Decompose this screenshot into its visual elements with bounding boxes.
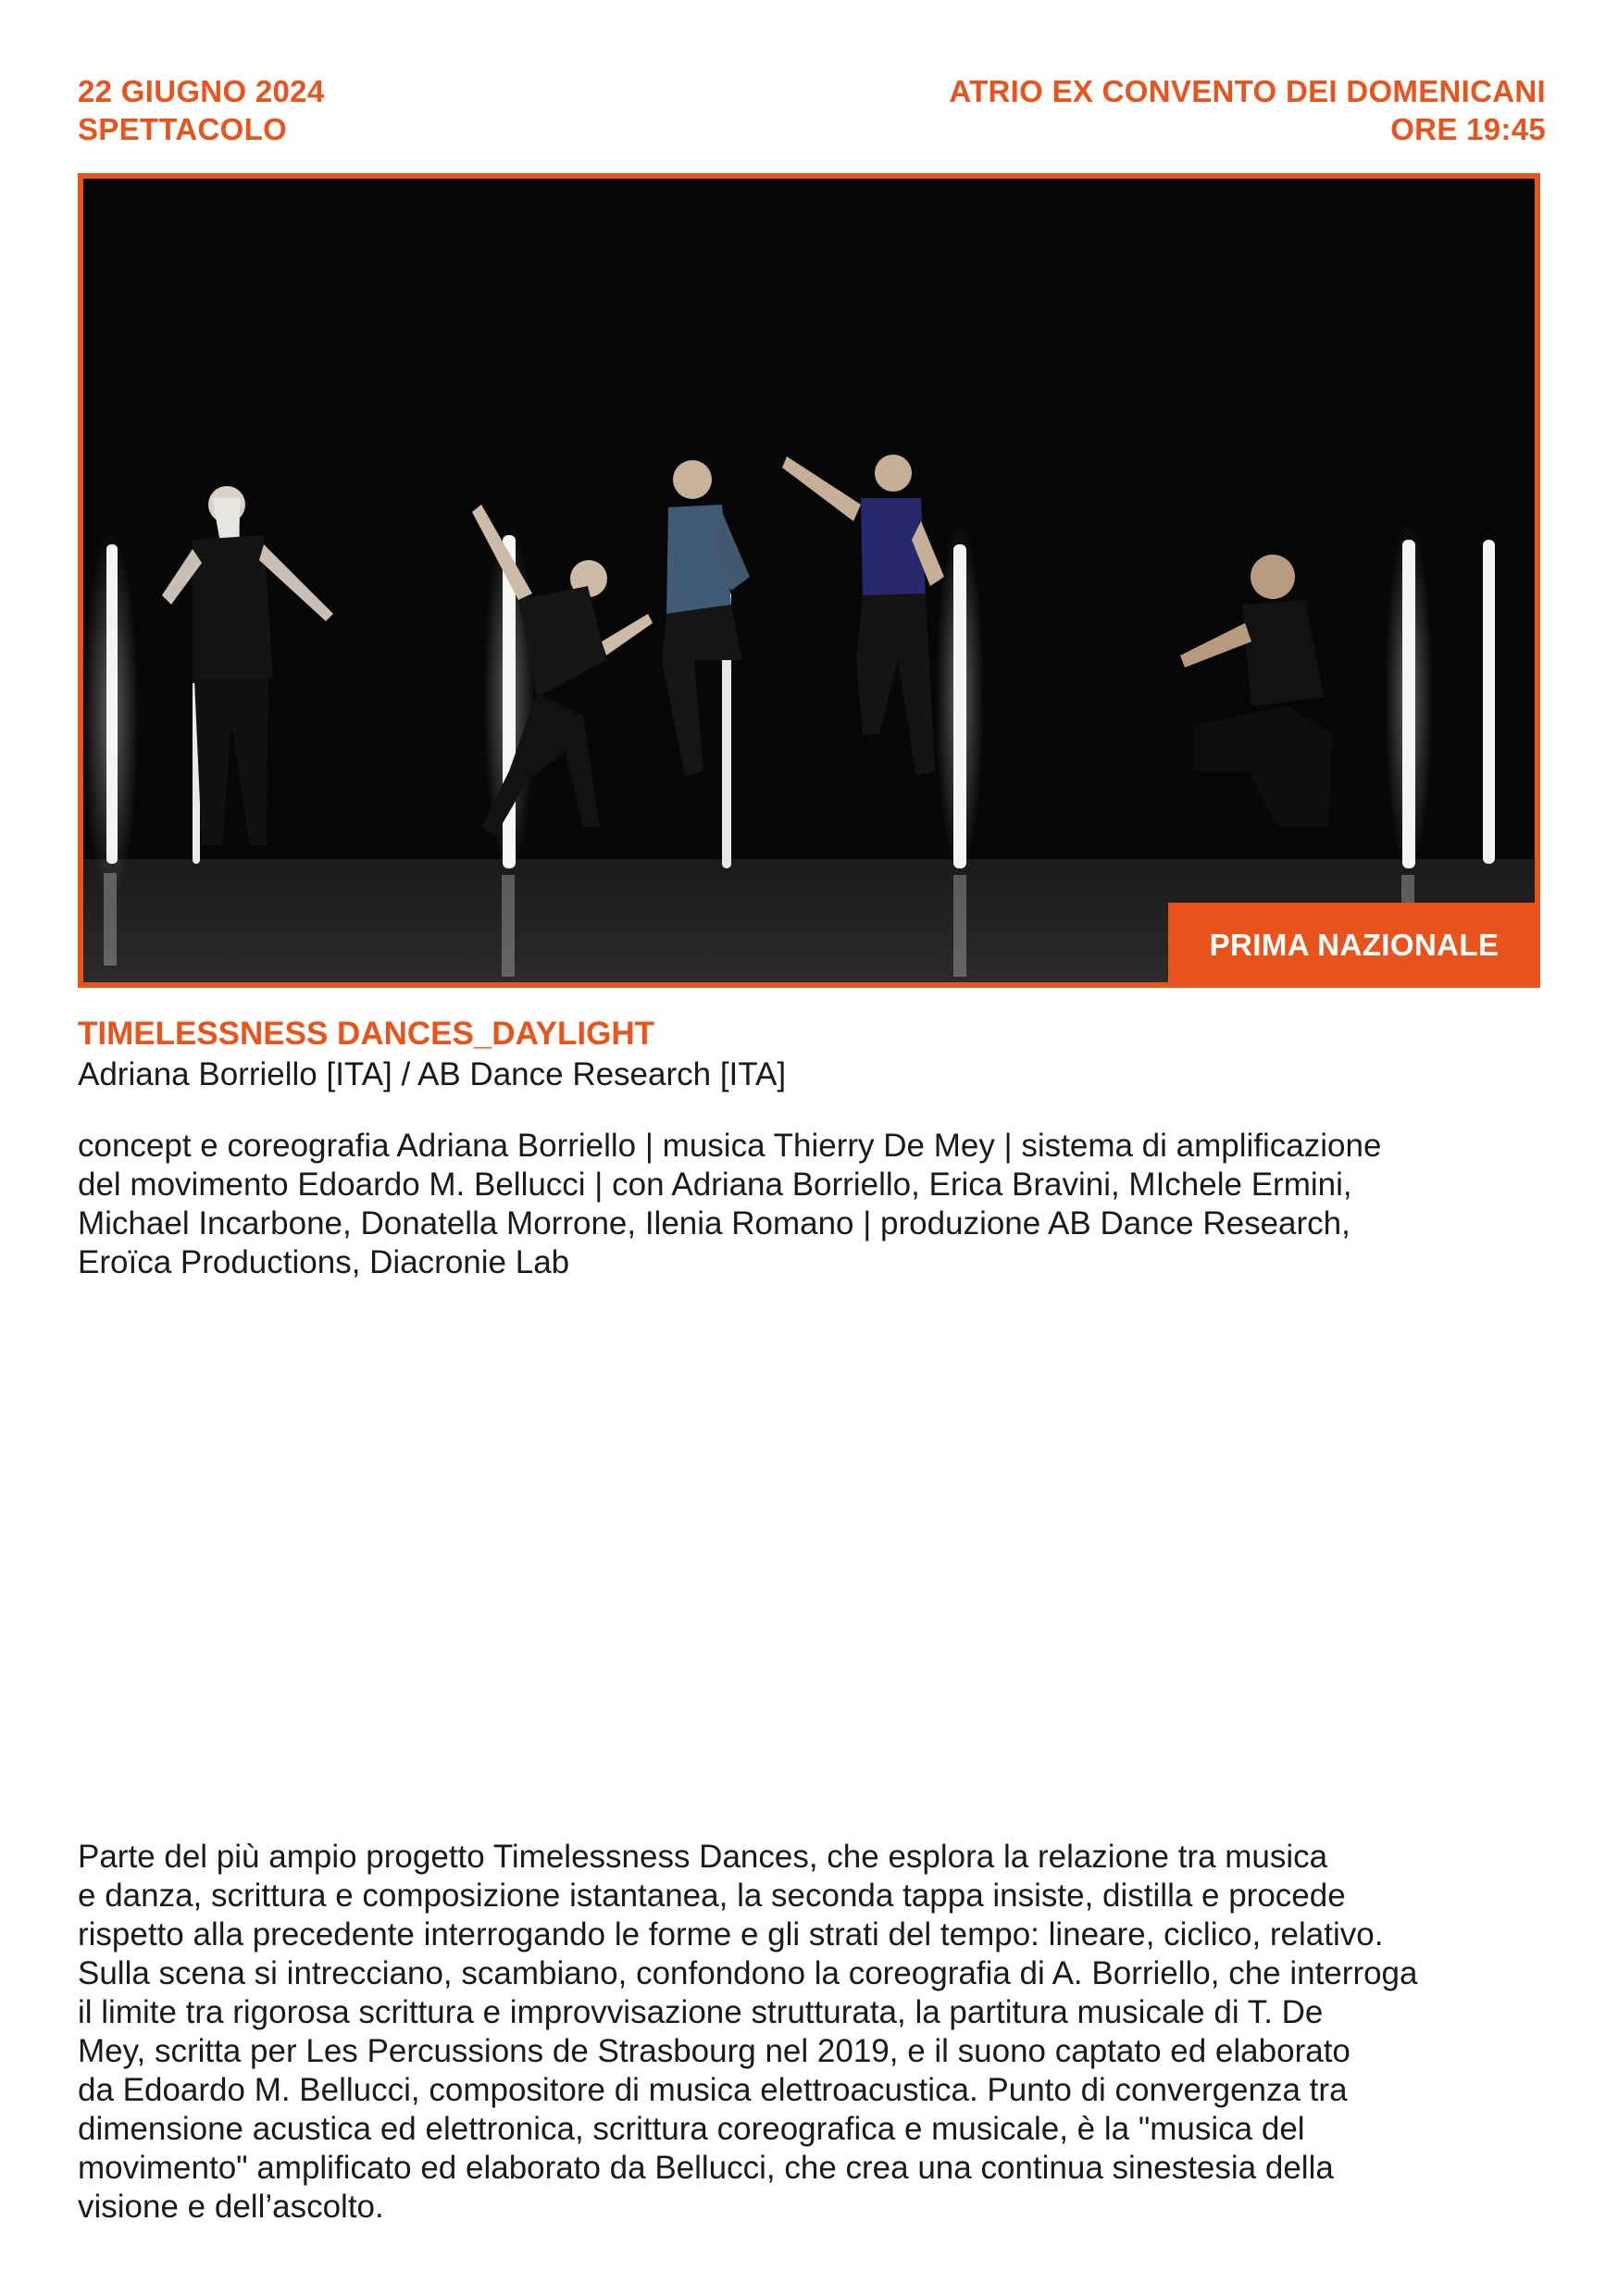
header-right [949, 72, 1546, 148]
show-company: Adriana Borriello [ITA] / AB Dance Research [ITA] [78, 1056, 787, 1092]
light-tube [953, 544, 966, 868]
description-line: il limite tra rigorosa scrittura e improvvisazione strutturata, la partitura musicale di T. De [78, 1994, 1324, 2030]
light-tube [106, 544, 118, 864]
description-line: da Edoardo M. Bellucci, compositore di musica elettroacustica. Punto di convergenza tra [78, 2072, 1348, 2108]
description-line: Parte del più ampio progetto Timelessness Dances, che esplora la relazione tra musica [78, 1839, 1328, 1875]
description-line: e danza, scrittura e composizione istantanea, la seconda tappa insiste, distilla e procede [78, 1878, 1346, 1914]
description-line: rispetto alla precedente interrogando le forme e gli strati del tempo: lineare, ciclico, relativo. [78, 1916, 1384, 1953]
event-date: 22 GIUGNO 2024 [78, 74, 325, 108]
credits-line: concept e coreografia Adriana Borriello | musica Thierry De Mey | sistema di amplificazione [78, 1128, 1382, 1164]
description-paragraph [78, 1838, 1559, 2227]
premiere-badge: PRIMA NAZIONALE [1168, 903, 1540, 988]
event-category: SPETTACOLO [78, 112, 288, 146]
credits-block [78, 1127, 1559, 1282]
performance-photo [78, 173, 1540, 988]
light-tube [1483, 540, 1495, 864]
header-left [78, 72, 325, 148]
show-title: TIMELESSNESS DANCES_DAYLIGHT [78, 1016, 654, 1052]
description-line: dimensione acustica ed elettronica, scrittura coreografica e musicale, è la "musica del [78, 2111, 1305, 2147]
credits-line: Eroïca Productions, Diacronie Lab [78, 1244, 570, 1280]
event-time: ORE 19:45 [1390, 112, 1546, 146]
description-line: Mey, scritta per Les Percussions de Strasbourg nel 2019, e il suono captato ed elaborato [78, 2033, 1350, 2069]
light-tube [1402, 540, 1415, 868]
event-venue: ATRIO EX CONVENTO DEI DOMENICANI [949, 74, 1546, 108]
description-line: movimento" amplificato ed elaborato da Bellucci, che crea una continua sinestesia della [78, 2150, 1334, 2186]
description-line: Sulla scena si intrecciano, scambiano, confondono la coreografia di A. Borriello, che interroga [78, 1955, 1418, 1991]
description-line: visione e dell’ascolto. [78, 2189, 384, 2225]
credits-line: Michael Incarbone, Donatella Morrone, Ilenia Romano | produzione AB Dance Research, [78, 1205, 1350, 1242]
stage-illustration [83, 179, 1535, 982]
credits-line: del movimento Edoardo M. Bellucci | con Adriana Borriello, Erica Bravini, MIchele Ermini, [78, 1167, 1352, 1203]
